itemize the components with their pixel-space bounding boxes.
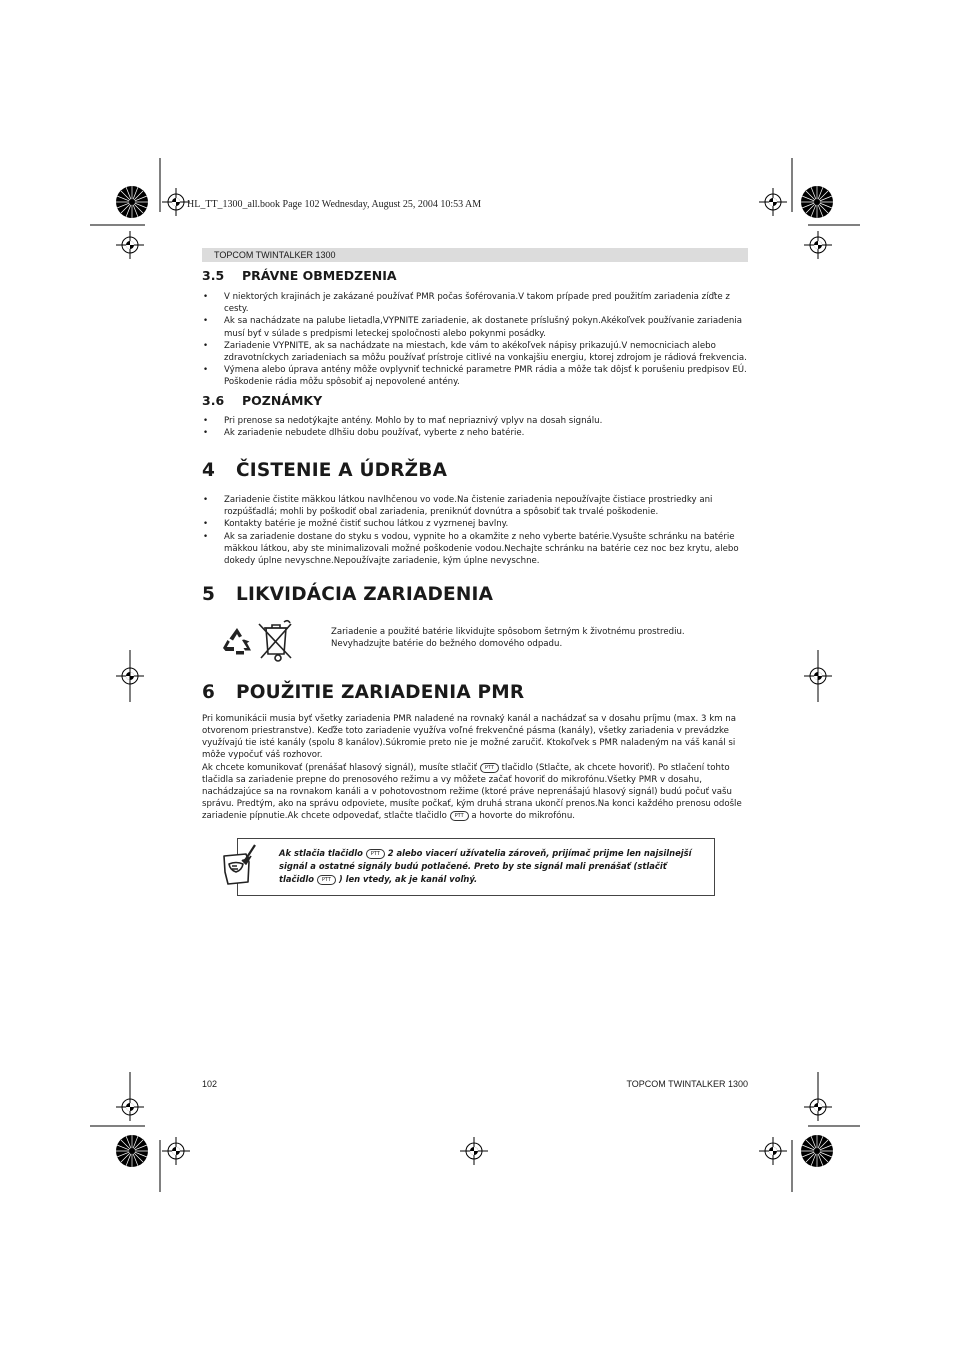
- note-text: [279, 847, 699, 886]
- section-number: 3.5: [202, 268, 225, 283]
- chapter-heading-4: [202, 460, 447, 481]
- pmr-paragraph-1: Pri komunikácii musia byť všetky zariadenia PMR naladené na rovnaký kanál a nachádzať sa v dosahu príjmu (max. 3 km na otvorenom priestranstve). Keďže toto zariadenie využíva voľné frekvenčné pásma (kanály), všetky zariadenia v prevádzke využívajú tie isté kanály (spolu 8 kanálov).Súkromie preto nie je možné zaručiť. Ktokoľvek s PMR naladeným na váš kanál si môže vypočuť váš rozhovor.: [202, 714, 736, 761]
- recycle-icon: [220, 626, 254, 658]
- chapter-title: POUŽITIE ZARIADENIA PMR: [236, 682, 525, 703]
- section-title: PRÁVNE OBMEDZENIA: [242, 268, 397, 283]
- chapter-number: 6: [202, 682, 216, 703]
- section-number: 3.6: [202, 393, 225, 408]
- running-header: TOPCOM TWINTALKER 1300: [202, 248, 748, 262]
- ptt-button-icon: PTT: [480, 763, 499, 773]
- pmr-paragraph-2: [202, 762, 750, 822]
- list-item: • Zariadenie čistite mäkkou látkou navlhčenou vo vode.Na čistenie zariadenia nepoužívajte čistiace prostriedky ani rozpúšťadlá; mohli by poškodiť obal zariadenia, preniknúť dovnútra a spôsobiť tak trvalé poškodenie.: [202, 494, 750, 518]
- chapter-number: 4: [202, 460, 216, 481]
- section-heading-3-5: [202, 268, 397, 283]
- ptt-button-icon: PTT: [450, 811, 469, 821]
- note-text-part: Ak stlačia tlačidlo: [279, 848, 363, 858]
- cleaning-list: [202, 494, 750, 567]
- list-item: • Kontakty batérie je možné čistiť suchou látkou z vyzrnenej bavlny.: [202, 518, 750, 530]
- section-heading-3-6: [202, 393, 322, 408]
- chapter-number: 5: [202, 584, 216, 605]
- page-number: 102: [202, 1079, 218, 1089]
- note-hand-icon: [218, 842, 258, 888]
- notes-list: [202, 415, 750, 439]
- legal-restrictions-list: [202, 291, 750, 389]
- list-item: • Výmena alebo úprava antény môže ovplyvniť technické parametre PMR rádia a môže tak dôjsť k porušeniu predpisov EÚ. Poškodenie rádia môžu spôsobiť aj nepovolené antény.: [202, 364, 750, 388]
- disposal-text: Zariadenie a použité batérie likvidujte spôsobom šetrným k životnému prostrediu. Nevyhadzujte batérie do bežného domového odpadu.: [331, 627, 685, 650]
- ptt-button-icon: PTT: [366, 849, 385, 859]
- list-item: • Ak sa zariadenie dostane do styku s vodou, vypnite ho a okamžite z neho vyberte batérie.Vysušte schránku na batérie mäkkou látkou, aby ste minimalizovali možné poškodenie vodou.Nechajte schránku na batérie cez noc bez krytu, alebo dokedy úplne nevyschne.Nepoužívajte zariadenie, kým úplne nevyschne.: [202, 531, 750, 568]
- footer-brand: TOPCOM TWINTALKER 1300: [626, 1079, 748, 1089]
- paragraph-text: tlačidlo (Stlačte, ak chcete hovoriť). Po stlačení tohto tlačidla sa zariadenie prepne do prenosového režimu a vy môžete začať hovoriť do mikrofónu.Všetky PMR v dosahu, nachádzajúce sa na rovnakom kanáli a v pohotovostnom režime (ktoré práve neprenášajú hlasový signál) budú počuť vašu správu. Predtým, ako na správu odpoviete, musíte počkať, kým druhá strana ukončí prenos.Na konci každého prenosu odošle zariadenie pípnutie.Ak chcete odpovedať, stlačte tlačidlo: [202, 763, 742, 822]
- chapter-title: ČISTENIE A ÚDRŽBA: [236, 460, 448, 481]
- list-item: • Zariadenie VYPNITE, ak sa nachádzate na miestach, kde vám to akékoľvek nápisy prikazujú.V nemocniciach alebo zdravotníckych zariadeniach sa môžu používať prístroje citlivé na vonkajšiu energiu, ktorej zdrojom je rádiová frekvencia.: [202, 340, 750, 364]
- note-text-part: ) len vtedy, ak je kanál voľný.: [338, 874, 478, 884]
- chapter-heading-6: [202, 682, 524, 703]
- list-item: • Ak sa nachádzate na palube lietadla,VYPNITE zariadenie, ak dostanete príslušný pokyn.Akékoľvek používanie zariadenia musí byť v súlade s predpismi leteckej spoločnosti alebo pokynmi posádky.: [202, 315, 750, 339]
- section-title: POZNÁMKY: [242, 393, 323, 408]
- paragraph-text: Ak chcete komunikovať (prenášať hlasový signál), musíte stlačiť: [202, 763, 478, 773]
- crossed-bin-icon: [257, 618, 295, 664]
- list-item: • V niektorých krajinách je zakázané používať PMR počas šoférovania.V takom prípade pred použitím zariadenia zíďte z cesty.: [202, 291, 750, 315]
- paragraph-text: a hovorte do mikrofónu.: [471, 811, 576, 822]
- ptt-button-icon: PTT: [317, 875, 336, 885]
- list-item: • Pri prenose sa nedotýkajte antény. Mohlo by to mať nepriaznivý vplyv na dosah signálu.: [202, 415, 750, 427]
- book-info-line: HL_TT_1300_all.book Page 102 Wednesday, August 25, 2004 10:53 AM: [187, 199, 482, 210]
- chapter-title: LIKVIDÁCIA ZARIADENIA: [236, 584, 494, 605]
- chapter-heading-5: [202, 584, 493, 605]
- list-item: • Ak zariadenie nebudete dlhšiu dobu používať, vyberte z neho batérie.: [202, 427, 750, 439]
- note-text-part: 2 alebo viacerí užívatelia zároveň, prijímač prijme len najsilnejší signál a ostatné signály budú potlačené. Preto by ste signál mali prenášať (stlačiť tlačidlo: [279, 848, 692, 884]
